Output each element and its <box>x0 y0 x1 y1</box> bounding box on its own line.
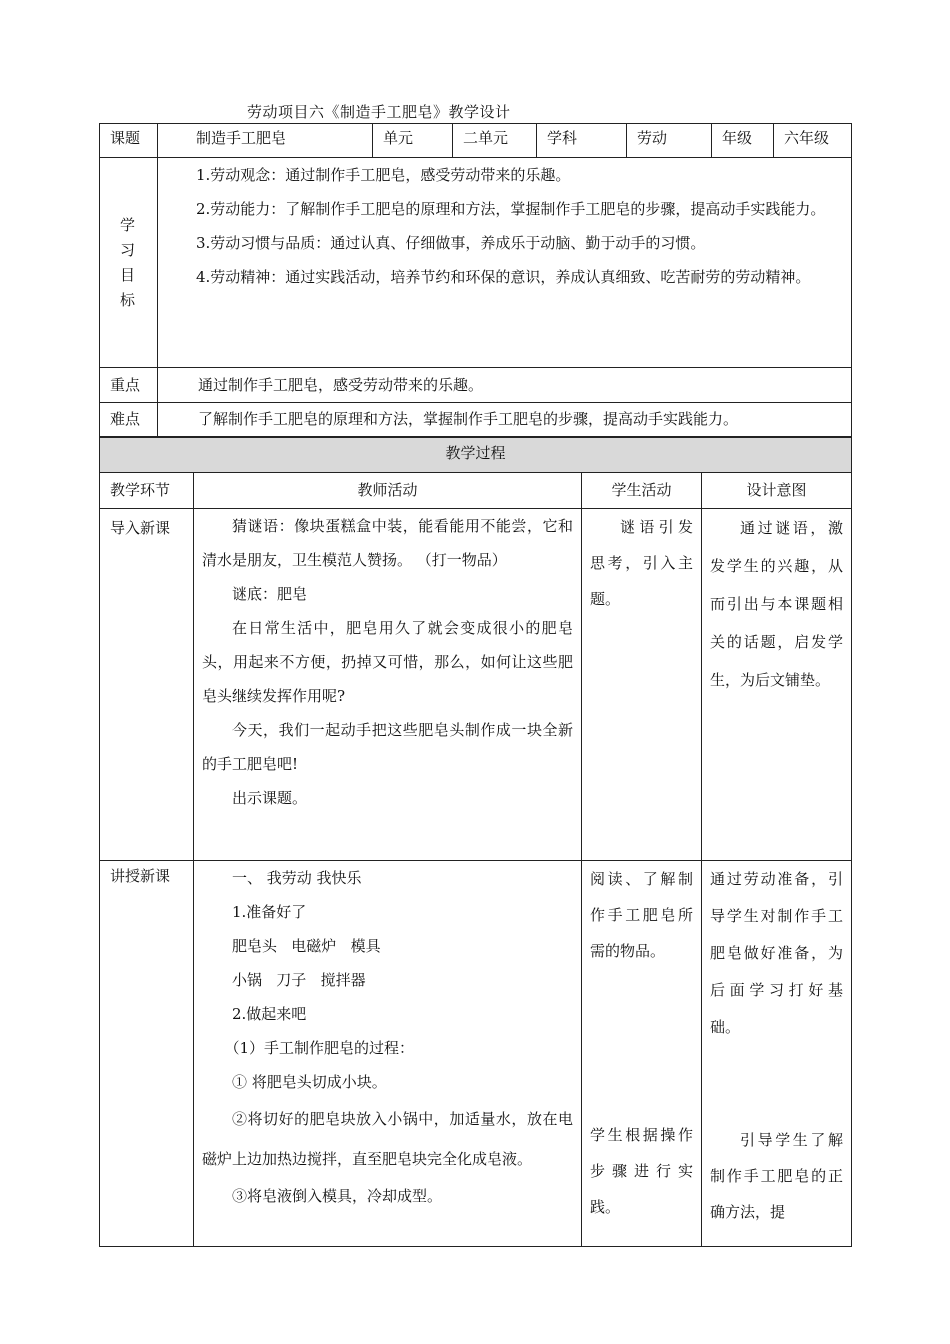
key-point-label: 重点 <box>100 368 158 403</box>
teacher-paragraph: （1）手工制作肥皂的过程： <box>224 1039 415 1057</box>
subject-value: 劳动 <box>627 124 712 158</box>
teacher-paragraph: 在日常生活中，肥皂用久了就会变成很小的肥皂头，用起来不方便，扔掉又可惜，那么，如何让这些肥皂头继续发挥作用呢? <box>202 619 573 705</box>
grade-value: 六年级 <box>774 124 852 158</box>
unit-label: 单元 <box>373 124 453 158</box>
info-row <box>100 124 852 158</box>
subject-label: 学科 <box>537 124 627 158</box>
design-intent <box>702 509 852 861</box>
goals-label: 学 习 目标 <box>100 158 158 368</box>
process-header-row <box>100 473 852 509</box>
key-point-row <box>100 368 852 403</box>
process-row-lecture <box>100 861 852 1247</box>
student-text: 谜语引发思考，引入主题。 <box>590 518 693 608</box>
unit-value: 二单元 <box>453 124 537 158</box>
stage-cell: 导入新课 <box>100 509 194 861</box>
teaching-process-table <box>99 437 852 1247</box>
goal-item: 1.劳动观念：通过制作手工肥皂，感受劳动带来的乐趣。 <box>196 166 571 184</box>
student-text: 阅读、了解制作手工肥皂所需的物品。 <box>590 870 693 960</box>
header-intent: 设计意图 <box>702 473 852 509</box>
key-point-text: 通过制作手工肥皂，感受劳动带来的乐趣。 <box>158 368 852 403</box>
student-text: 学生根据操作步骤进行实践。 <box>590 1126 693 1216</box>
header-stage: 教学环节 <box>100 473 194 509</box>
topic-value: 制造手工肥皂 <box>158 124 373 158</box>
header-student: 学生活动 <box>582 473 702 509</box>
difficulty-label: 难点 <box>100 403 158 437</box>
teacher-paragraph: 肥皂头 电磁炉 模具 <box>232 937 381 955</box>
topic-label: 课题 <box>100 124 158 158</box>
teacher-paragraph: 谜底：肥皂 <box>232 585 308 603</box>
stage-cell: 讲授新课 <box>100 861 194 1247</box>
goals-row <box>100 158 852 368</box>
teacher-paragraph: 一、 我劳动 我快乐 <box>232 869 362 887</box>
student-activity <box>582 861 702 1247</box>
intent-text: 通过劳动准备，引导学生对制作手工肥皂做好准备，为后面学习打好基础。 <box>710 870 844 1036</box>
teacher-paragraph: ③将皂液倒入模具，冷却成型。 <box>232 1187 443 1205</box>
process-title-row <box>100 438 852 473</box>
design-intent <box>702 861 852 1247</box>
process-row-intro <box>100 509 852 861</box>
teacher-paragraph: ① 将肥皂头切成小块。 <box>232 1073 387 1091</box>
teacher-paragraph: 2.做起来吧 <box>232 1005 307 1023</box>
header-teacher: 教师活动 <box>194 473 582 509</box>
goal-item: 4.劳动精神：通过实践活动，培养节约和环保的意识，养成认真细致、吃苦耐劳的劳动精神。 <box>196 268 811 286</box>
student-activity <box>582 509 702 861</box>
goals-content <box>158 158 852 368</box>
intent-text: 通过谜语，激发学生的兴趣，从而引出与本课题相关的话题，启发学生，为后文铺垫。 <box>710 519 844 689</box>
teacher-paragraph: 猜谜语：像块蛋糕盒中装，能看能用不能尝，它和清水是朋友，卫生模范人赞扬。 （打一物品） <box>202 517 573 569</box>
teacher-paragraph: ②将切好的肥皂块放入小锅中，加适量水，放在电磁炉上边加热边搅拌，直至肥皂块完全化成皂液。 <box>202 1110 573 1168</box>
process-title: 教学过程 <box>100 438 852 473</box>
goal-item: 2.劳动能力：了解制作手工肥皂的原理和方法，掌握制作手工肥皂的步骤，提高动手实践能力。 <box>196 200 826 218</box>
lesson-info-table <box>99 123 852 437</box>
teacher-paragraph: 今天，我们一起动手把这些肥皂头制作成一块全新的手工肥皂吧! <box>202 721 573 773</box>
document-title: 劳动项目六《制造手工肥皂》教学设计 <box>247 103 511 121</box>
teacher-paragraph: 小锅 刀子 搅拌器 <box>232 971 366 989</box>
grade-label: 年级 <box>712 124 774 158</box>
goal-item: 3.劳动习惯与品质：通过认真、仔细做事，养成乐于动脑、勤于动手的习惯。 <box>196 234 706 252</box>
difficulty-text: 了解制作手工肥皂的原理和方法，掌握制作手工肥皂的步骤，提高动手实践能力。 <box>158 403 852 437</box>
teacher-paragraph: 1.准备好了 <box>232 903 307 921</box>
teacher-activity <box>194 509 582 861</box>
teacher-paragraph: 出示课题。 <box>232 789 308 807</box>
difficulty-row <box>100 403 852 437</box>
teacher-activity <box>194 861 582 1247</box>
intent-text: 引导学生了解制作手工肥皂的正确方法，提 <box>710 1131 844 1221</box>
